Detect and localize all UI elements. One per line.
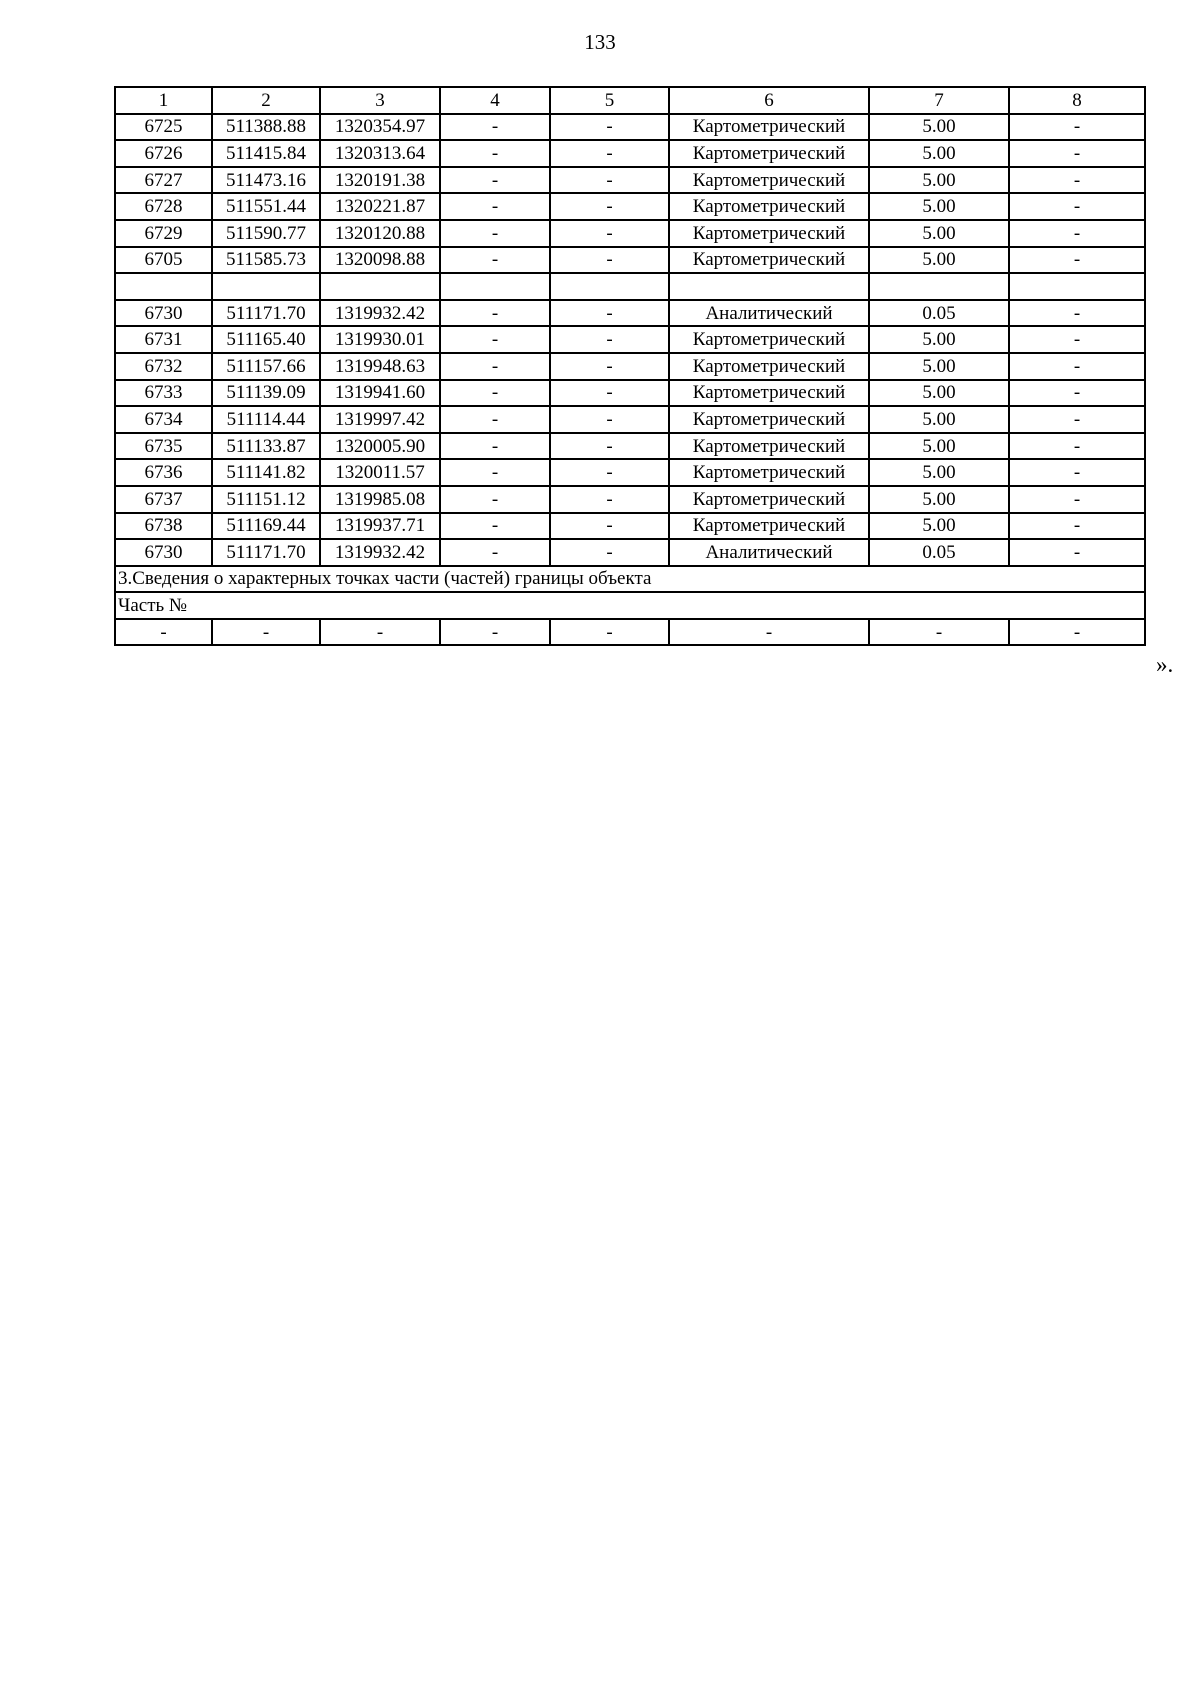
table-cell: 6731: [115, 326, 212, 353]
table-cell: -: [550, 539, 669, 566]
table-cell: [115, 273, 212, 300]
closing-quote: ».: [1156, 652, 1174, 677]
table-row: [115, 353, 1145, 380]
table-cell: -: [440, 539, 550, 566]
table-cell: 511165.40: [212, 326, 320, 353]
table-cell: Картометрический: [669, 406, 869, 433]
table-cell: -: [1009, 619, 1145, 646]
table-cell: 6729: [115, 220, 212, 247]
table-cell: -: [1009, 247, 1145, 274]
table-cell: 6728: [115, 193, 212, 220]
table-cell: -: [550, 433, 669, 460]
table-cell: -: [1009, 539, 1145, 566]
table-cell: 511151.12: [212, 486, 320, 513]
part-label: Часть №: [115, 592, 1145, 619]
table-cell: 5.00: [869, 193, 1009, 220]
table-cell: 5.00: [869, 167, 1009, 194]
coordinates-table: [114, 86, 1146, 646]
table-row: [115, 459, 1145, 486]
table-cell: 5.00: [869, 433, 1009, 460]
table-cell: -: [1009, 353, 1145, 380]
table-cell: 5.00: [869, 406, 1009, 433]
table-row: [115, 433, 1145, 460]
table-cell: 1319932.42: [320, 539, 440, 566]
part-data-row: [115, 619, 1145, 646]
table-row: [115, 247, 1145, 274]
table-cell: 8: [1009, 87, 1145, 114]
table-cell: Картометрический: [669, 433, 869, 460]
table-cell: Картометрический: [669, 220, 869, 247]
table-cell: 6734: [115, 406, 212, 433]
table-cell: [550, 273, 669, 300]
table-cell: 511388.88: [212, 114, 320, 141]
table-cell: 0.05: [869, 300, 1009, 327]
table-cell: 1319937.71: [320, 513, 440, 540]
table-cell: -: [1009, 380, 1145, 407]
table-cell: 511590.77: [212, 220, 320, 247]
table-cell: 5: [550, 87, 669, 114]
table-cell: -: [869, 619, 1009, 646]
table-cell: 1320120.88: [320, 220, 440, 247]
table-cell: 6733: [115, 380, 212, 407]
table-cell: 1319932.42: [320, 300, 440, 327]
table-cell: 6705: [115, 247, 212, 274]
table-row: [115, 326, 1145, 353]
table-row: [115, 114, 1145, 141]
table-cell: -: [550, 193, 669, 220]
table-cell: -: [440, 167, 550, 194]
table-cell: 6738: [115, 513, 212, 540]
table-row: [115, 406, 1145, 433]
page-number: 133: [584, 30, 616, 54]
table-cell: [869, 273, 1009, 300]
table-body: [115, 87, 1145, 645]
table-cell: -: [550, 619, 669, 646]
table-cell: -: [440, 140, 550, 167]
table-cell: -: [440, 193, 550, 220]
table-cell: -: [440, 406, 550, 433]
table-cell: -: [550, 326, 669, 353]
table-cell: 5.00: [869, 380, 1009, 407]
table-cell: 5.00: [869, 220, 1009, 247]
table-header-row: [115, 87, 1145, 114]
table-cell: 2: [212, 87, 320, 114]
table-cell: 1319997.42: [320, 406, 440, 433]
table-cell: Аналитический: [669, 300, 869, 327]
table-cell: 511585.73: [212, 247, 320, 274]
table-cell: [1009, 273, 1145, 300]
table-cell: 5.00: [869, 114, 1009, 141]
table-cell: -: [1009, 167, 1145, 194]
table-cell: -: [1009, 406, 1145, 433]
table-cell: Картометрический: [669, 247, 869, 274]
table-row: [115, 486, 1145, 513]
table-cell: 1320191.38: [320, 167, 440, 194]
table-cell: -: [1009, 459, 1145, 486]
table-cell: -: [440, 486, 550, 513]
table-cell: 5.00: [869, 326, 1009, 353]
table-cell: 1319985.08: [320, 486, 440, 513]
table-cell: 6727: [115, 167, 212, 194]
table-cell: Картометрический: [669, 486, 869, 513]
table-row: [115, 300, 1145, 327]
table-cell: -: [550, 247, 669, 274]
table-cell: -: [550, 167, 669, 194]
table-cell: 5.00: [869, 247, 1009, 274]
table-cell: [320, 273, 440, 300]
table-row: [115, 167, 1145, 194]
table-cell: 5.00: [869, 140, 1009, 167]
table-cell: Картометрический: [669, 459, 869, 486]
table-cell: 5.00: [869, 513, 1009, 540]
table-cell: 1: [115, 87, 212, 114]
section-title: 3.Сведения о характерных точках части (частей) границы объекта: [115, 566, 1145, 593]
table-cell: -: [550, 513, 669, 540]
table-cell: -: [440, 619, 550, 646]
table-cell: Аналитический: [669, 539, 869, 566]
table-cell: 1320313.64: [320, 140, 440, 167]
table-cell: 4: [440, 87, 550, 114]
table-cell: -: [550, 459, 669, 486]
table-cell: 0.05: [869, 539, 1009, 566]
table-row: [115, 539, 1145, 566]
table-cell: -: [550, 353, 669, 380]
table-cell: [212, 273, 320, 300]
table-cell: -: [1009, 300, 1145, 327]
table-cell: 5.00: [869, 459, 1009, 486]
table-cell: 1320354.97: [320, 114, 440, 141]
table-cell: -: [440, 114, 550, 141]
table-row: [115, 140, 1145, 167]
table-cell: -: [212, 619, 320, 646]
table-cell: -: [550, 406, 669, 433]
table-row: [115, 380, 1145, 407]
table-cell: -: [440, 326, 550, 353]
table-cell: 1319930.01: [320, 326, 440, 353]
table-cell: -: [440, 247, 550, 274]
table-cell: 5.00: [869, 353, 1009, 380]
table-row: [115, 273, 1145, 300]
table-cell: Картометрический: [669, 167, 869, 194]
table-cell: -: [440, 353, 550, 380]
table-cell: -: [1009, 513, 1145, 540]
table-cell: -: [1009, 193, 1145, 220]
table-cell: 5.00: [869, 486, 1009, 513]
section-title-row: [115, 566, 1145, 593]
table-cell: 511157.66: [212, 353, 320, 380]
table-cell: -: [1009, 220, 1145, 247]
table-cell: 511171.70: [212, 539, 320, 566]
table-cell: -: [1009, 433, 1145, 460]
table-cell: -: [550, 114, 669, 141]
table-cell: 511415.84: [212, 140, 320, 167]
table-cell: -: [440, 433, 550, 460]
table-row: [115, 193, 1145, 220]
table-cell: Картометрический: [669, 193, 869, 220]
table-cell: 511169.44: [212, 513, 320, 540]
table-cell: -: [440, 220, 550, 247]
table-cell: -: [550, 140, 669, 167]
table-cell: Картометрический: [669, 353, 869, 380]
table-cell: 511551.44: [212, 193, 320, 220]
table-cell: 6735: [115, 433, 212, 460]
table-cell: 1320011.57: [320, 459, 440, 486]
table-cell: 1320098.88: [320, 247, 440, 274]
table-cell: 511114.44: [212, 406, 320, 433]
table-cell: 511141.82: [212, 459, 320, 486]
table-cell: 6725: [115, 114, 212, 141]
table-cell: 6: [669, 87, 869, 114]
table-cell: -: [1009, 486, 1145, 513]
table-cell: 511171.70: [212, 300, 320, 327]
table-cell: 1320005.90: [320, 433, 440, 460]
table-row: [115, 513, 1145, 540]
table-cell: 6726: [115, 140, 212, 167]
table-cell: 1320221.87: [320, 193, 440, 220]
table-cell: 511139.09: [212, 380, 320, 407]
table-cell: 6730: [115, 539, 212, 566]
table-cell: -: [440, 380, 550, 407]
table-cell: 1319941.60: [320, 380, 440, 407]
table-cell: [669, 273, 869, 300]
table-cell: Картометрический: [669, 326, 869, 353]
table-cell: -: [550, 220, 669, 247]
table-cell: 511473.16: [212, 167, 320, 194]
table-cell: -: [440, 300, 550, 327]
table-cell: -: [1009, 114, 1145, 141]
part-label-row: [115, 592, 1145, 619]
table-cell: 1319948.63: [320, 353, 440, 380]
table-cell: 6730: [115, 300, 212, 327]
table-cell: -: [550, 486, 669, 513]
table-cell: -: [320, 619, 440, 646]
table-cell: -: [1009, 140, 1145, 167]
table-cell: [440, 273, 550, 300]
table-cell: 6737: [115, 486, 212, 513]
table-cell: -: [669, 619, 869, 646]
table-cell: -: [550, 300, 669, 327]
table-row: [115, 220, 1145, 247]
table-cell: Картометрический: [669, 513, 869, 540]
table-cell: -: [1009, 326, 1145, 353]
table-cell: 7: [869, 87, 1009, 114]
table-cell: Картометрический: [669, 114, 869, 141]
table-cell: 511133.87: [212, 433, 320, 460]
table-cell: 6736: [115, 459, 212, 486]
table-cell: -: [550, 380, 669, 407]
table-cell: -: [440, 513, 550, 540]
table-cell: Картометрический: [669, 140, 869, 167]
table-cell: -: [115, 619, 212, 646]
table-cell: Картометрический: [669, 380, 869, 407]
table-cell: 6732: [115, 353, 212, 380]
table-cell: -: [440, 459, 550, 486]
table-cell: 3: [320, 87, 440, 114]
